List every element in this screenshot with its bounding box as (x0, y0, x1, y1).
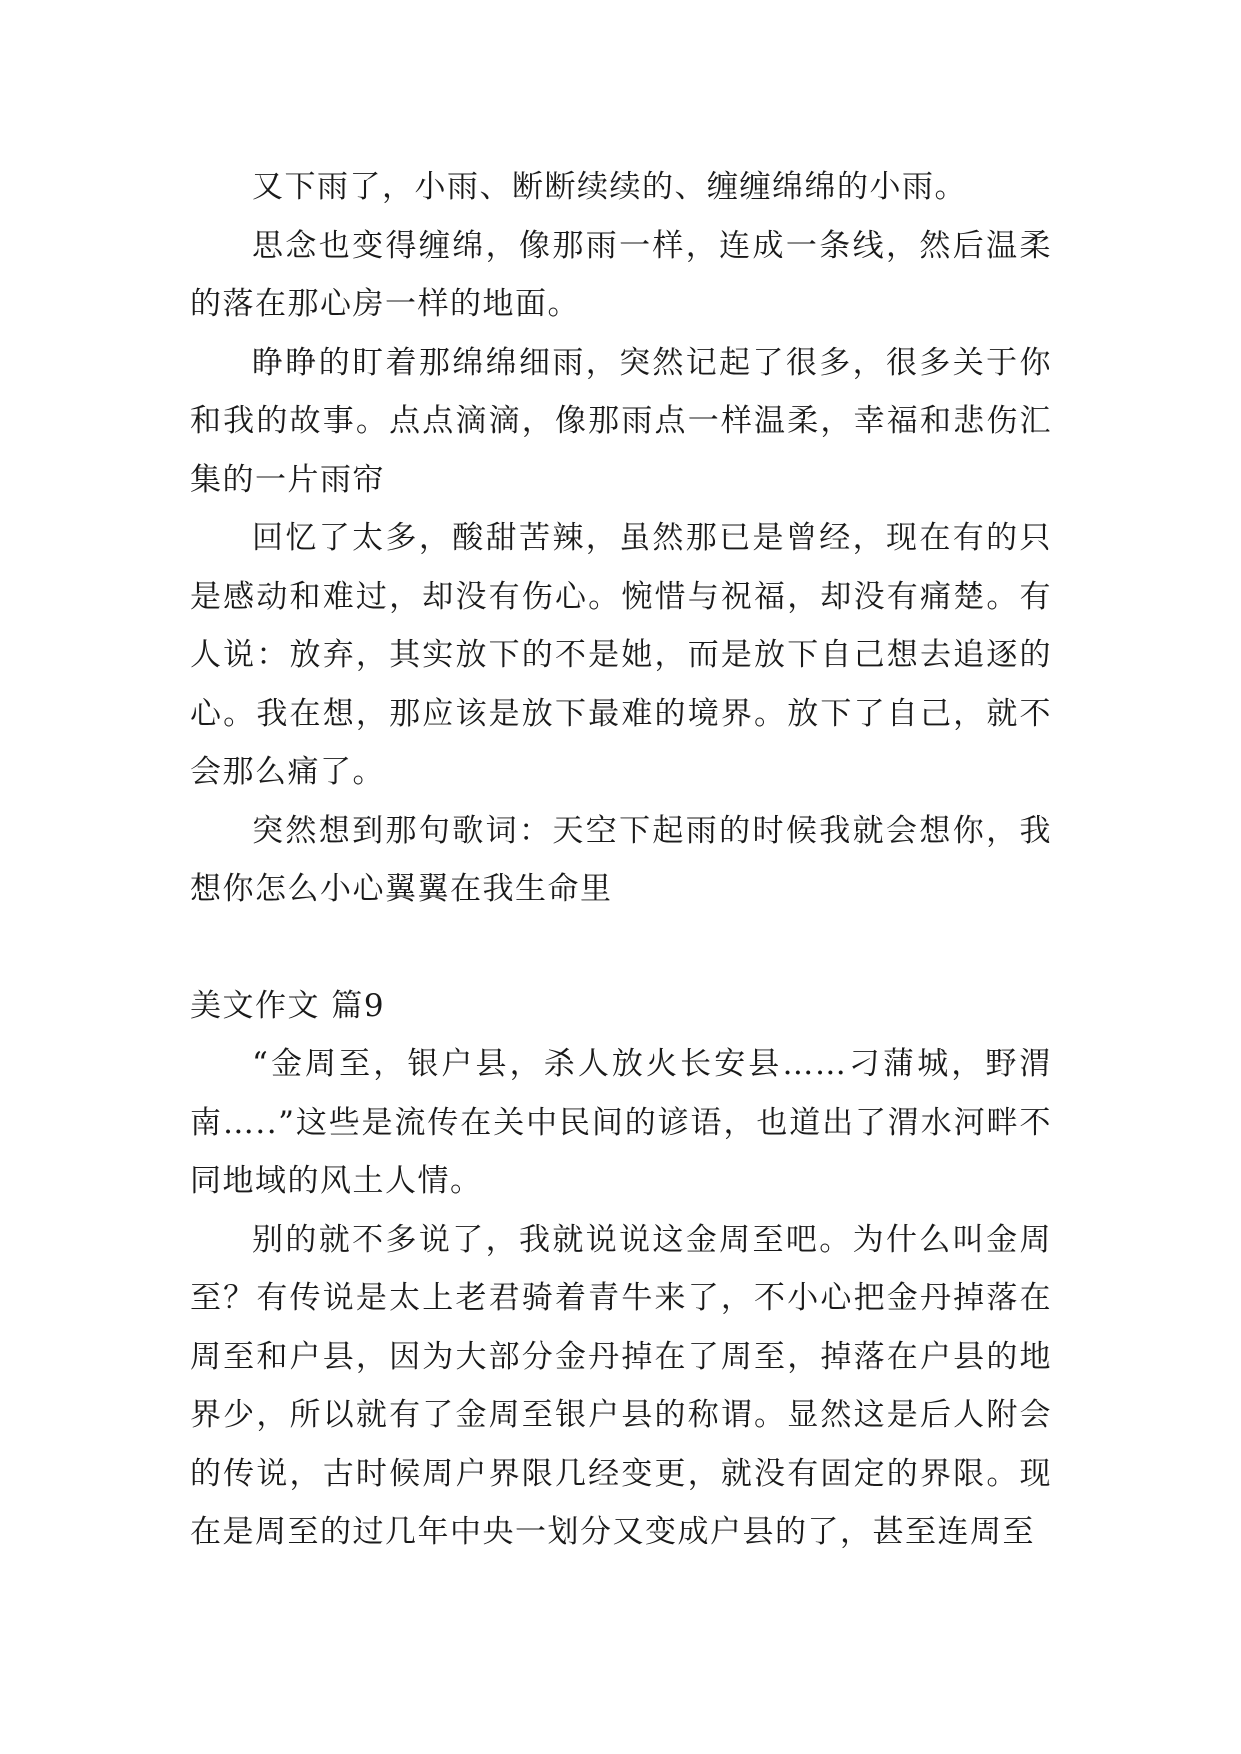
paragraph: 回忆了太多，酸甜苦辣，虽然那已是曾经，现在有的只是感动和难过，却没有伤心。惋惜与祝福，却没有痛楚。有人说：放弃，其实放下的不是她，而是放下自己想去追逐的心。我在想，那应该是放下最难的境界。放下了自己，就不会那么痛了。 (190, 520, 1052, 790)
paragraph: 别的就不多说了，我就说说这金周至吧。为什么叫金周至？有传说是太上老君骑着青牛来了，不小心把金丹掉落在周至和户县，因为大部分金丹掉在了周至，掉落在户县的地界少，所以就有了金周至银户县的称谓。显然这是后人附会的传说，古时候周户界限几经变更，就没有固定的界限。现在是周至的过几年中央一划分又变成户县的了，甚至连周至 (190, 1221, 1052, 1550)
paragraph: 又下雨了，小雨、断断续续的、缠缠绵绵的小雨。 (252, 169, 967, 205)
paragraph: 睁睁的盯着那绵绵细雨，突然记起了很多，很多关于你和我的故事。点点滴滴，像那雨点一样温柔，幸福和悲伤汇集的一片雨帘 (190, 344, 1052, 498)
section-heading: 美文作文 篇9 (190, 987, 386, 1024)
paragraph: 突然想到那句歌词：天空下起雨的时候我就会想你，我想你怎么小心翼翼在我生命里 (190, 812, 1052, 907)
document-body (190, 158, 1052, 1562)
paragraph: “金周至，银户县，杀人放火长安县……刁蒲城，野渭南…..”这些是流传在关中民间的谚语，也道出了渭水河畔不同地域的风土人情。 (190, 1046, 1052, 1199)
paragraph: 思念也变得缠绵，像那雨一样，连成一条线，然后温柔的落在那心房一样的地面。 (190, 227, 1052, 322)
